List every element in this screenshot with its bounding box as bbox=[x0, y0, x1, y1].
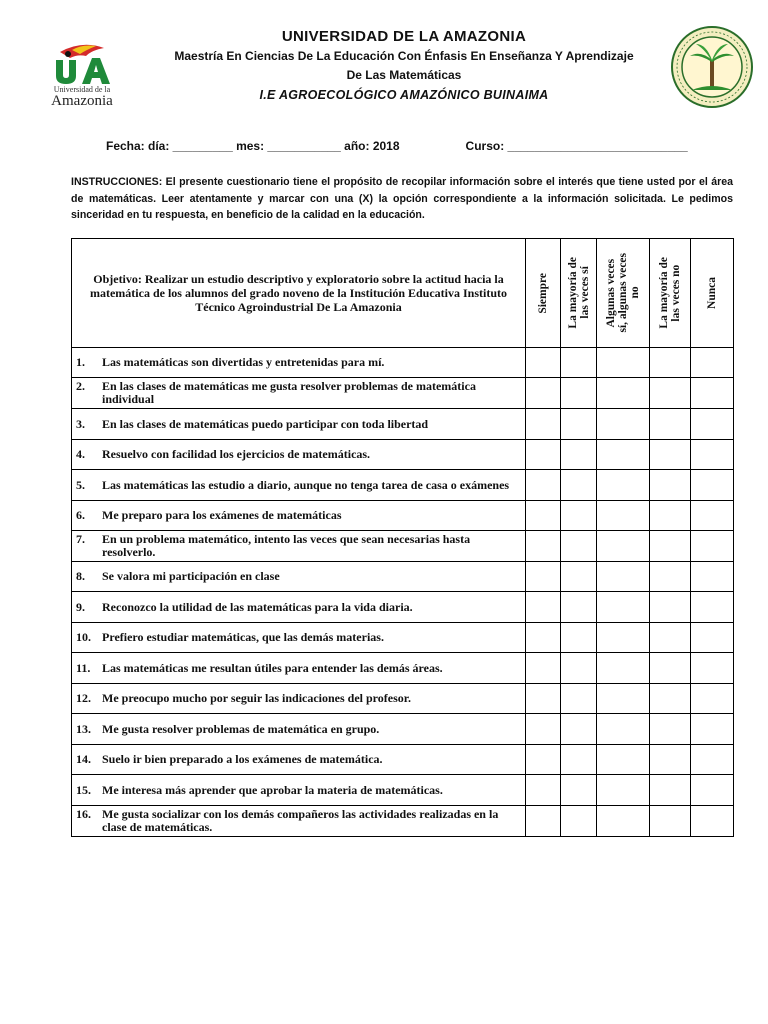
statement-cell bbox=[72, 501, 526, 531]
answer-cell[interactable] bbox=[691, 348, 734, 378]
statement-cell bbox=[72, 745, 526, 775]
answer-cell[interactable] bbox=[597, 653, 650, 684]
table-row bbox=[72, 775, 734, 806]
toucan-logo-icon bbox=[42, 38, 122, 86]
answer-cell[interactable] bbox=[650, 378, 691, 409]
item-text: En las clases de matemáticas puedo participar con toda libertad bbox=[102, 416, 429, 431]
answer-cell[interactable] bbox=[526, 531, 561, 562]
answer-cell[interactable] bbox=[650, 653, 691, 684]
option-label: La mayoría de bbox=[566, 257, 579, 329]
institution-seal-icon bbox=[670, 24, 754, 110]
answer-cell[interactable] bbox=[691, 440, 734, 470]
answer-cell[interactable] bbox=[561, 806, 597, 837]
answer-cell[interactable] bbox=[691, 409, 734, 440]
answer-cell[interactable] bbox=[561, 653, 597, 684]
answer-cell[interactable] bbox=[597, 623, 650, 653]
statement-cell bbox=[72, 592, 526, 623]
item-number: 13. bbox=[76, 721, 91, 736]
answer-cell[interactable] bbox=[561, 745, 597, 775]
answer-cell[interactable] bbox=[597, 440, 650, 470]
answer-cell[interactable] bbox=[561, 378, 597, 409]
answer-cell[interactable] bbox=[561, 714, 597, 745]
logo-caption-small: Universidad de la bbox=[53, 85, 111, 94]
answer-cell[interactable] bbox=[561, 684, 597, 714]
option-label: sí, algunas veces bbox=[617, 253, 629, 333]
answer-cell[interactable] bbox=[691, 653, 734, 684]
option-label: Algunas veces bbox=[605, 258, 617, 328]
answer-cell[interactable] bbox=[597, 745, 650, 775]
statement-cell bbox=[72, 775, 526, 806]
answer-cell[interactable] bbox=[650, 348, 691, 378]
item-text: Resuelvo con facilidad los ejercicios de matemáticas. bbox=[102, 447, 371, 461]
answer-cell[interactable] bbox=[526, 348, 561, 378]
answer-cell[interactable] bbox=[597, 409, 650, 440]
answer-cell[interactable] bbox=[650, 531, 691, 562]
answer-cell[interactable] bbox=[650, 806, 691, 837]
answer-cell[interactable] bbox=[526, 562, 561, 592]
answer-cell[interactable] bbox=[650, 592, 691, 623]
item-text: Las matemáticas las estudio a diario, aunque no tenga tarea de casa o exámenes bbox=[102, 477, 510, 492]
item-text: Las matemáticas son divertidas y entretenidas para mí. bbox=[102, 355, 385, 369]
answer-cell[interactable] bbox=[526, 378, 561, 409]
answer-cell[interactable] bbox=[597, 501, 650, 531]
item-number: 5. bbox=[76, 477, 85, 492]
answer-cell[interactable] bbox=[597, 378, 650, 409]
answer-cell[interactable] bbox=[691, 470, 734, 501]
answer-cell[interactable] bbox=[650, 714, 691, 745]
statement-cell bbox=[72, 623, 526, 653]
instructions-label: INSTRUCCIONES: bbox=[71, 176, 163, 188]
option-header bbox=[526, 239, 561, 348]
school-name: I.E AGROECOLÓGICO AMAZÓNICO BUINAIMA bbox=[259, 88, 549, 102]
item-number: 16. bbox=[76, 807, 91, 821]
statement-cell bbox=[72, 470, 526, 501]
statement-cell bbox=[72, 684, 526, 714]
answer-cell[interactable] bbox=[691, 592, 734, 623]
item-number: 9. bbox=[76, 599, 85, 614]
item-text: En las clases de matemáticas me gusta resolver problemas de matemática individual bbox=[102, 379, 476, 406]
program-line-1: Maestría En Ciencias De La Educación Con Énfasis En Enseñanza Y Aprendizaje bbox=[174, 49, 634, 63]
answer-cell[interactable] bbox=[561, 531, 597, 562]
statement-cell bbox=[72, 806, 526, 837]
answer-cell[interactable] bbox=[597, 348, 650, 378]
item-number: 12. bbox=[76, 691, 91, 705]
answer-cell[interactable] bbox=[691, 775, 734, 806]
answer-cell[interactable] bbox=[691, 623, 734, 653]
answer-cell[interactable] bbox=[691, 684, 734, 714]
logo-caption-big: Amazonia bbox=[51, 93, 113, 109]
answer-cell[interactable] bbox=[561, 501, 597, 531]
option-header bbox=[597, 239, 650, 348]
answer-cell[interactable] bbox=[650, 440, 691, 470]
option-header bbox=[561, 239, 597, 348]
item-text: Me gusta socializar con los demás compañeros las actividades realizadas en la clase de matemáticas. bbox=[102, 807, 499, 834]
table-row bbox=[72, 409, 734, 440]
item-text: En un problema matemático, intento las veces que sean necesarias hasta resolverlo. bbox=[102, 532, 471, 559]
item-number: 2. bbox=[76, 379, 85, 393]
statement-cell bbox=[72, 348, 526, 378]
answer-cell[interactable] bbox=[650, 745, 691, 775]
table-row bbox=[72, 745, 734, 775]
answer-cell[interactable] bbox=[650, 623, 691, 653]
item-text: Me preocupo mucho por seguir las indicaciones del profesor. bbox=[102, 691, 412, 705]
option-label: no bbox=[629, 286, 641, 300]
table-row bbox=[72, 440, 734, 470]
item-number: 7. bbox=[76, 532, 85, 546]
date-field[interactable]: Fecha: día: _________ mes: ___________ año: 2018 bbox=[106, 139, 400, 153]
answer-cell[interactable] bbox=[597, 714, 650, 745]
item-text: Me gusta resolver problemas de matemática en grupo. bbox=[102, 721, 380, 736]
item-number: 1. bbox=[76, 355, 85, 369]
answer-cell[interactable] bbox=[691, 378, 734, 409]
instructions bbox=[71, 174, 733, 224]
table-row bbox=[72, 562, 734, 592]
answer-cell[interactable] bbox=[691, 501, 734, 531]
answer-cell[interactable] bbox=[597, 470, 650, 501]
answer-cell[interactable] bbox=[526, 775, 561, 806]
answer-cell[interactable] bbox=[526, 440, 561, 470]
item-number: 15. bbox=[76, 782, 91, 797]
answer-cell[interactable] bbox=[597, 562, 650, 592]
answer-cell[interactable] bbox=[691, 531, 734, 562]
item-number: 14. bbox=[76, 752, 91, 766]
statement-cell bbox=[72, 409, 526, 440]
table-row bbox=[72, 501, 734, 531]
university-logo bbox=[42, 38, 122, 110]
item-number: 3. bbox=[76, 416, 85, 431]
answer-cell[interactable] bbox=[561, 592, 597, 623]
option-label: las veces sí bbox=[578, 266, 591, 320]
statement-cell bbox=[72, 531, 526, 562]
table-row bbox=[72, 623, 734, 653]
item-text: Prefiero estudiar matemáticas, que las demás materias. bbox=[102, 630, 384, 644]
instructions-text: El presente cuestionario tiene el propósito de recopilar información sobre el interés que tiene usted por el área de matemáticas. Leer atentamente y marcar con una (X) la opción correspondiente a la información solicitada. Le pedimos sinceridad en tu respuesta, en beneficio de la calidad en la educación. bbox=[71, 176, 733, 222]
document-header bbox=[140, 27, 668, 105]
answer-cell[interactable] bbox=[561, 409, 597, 440]
statement-cell bbox=[72, 714, 526, 745]
answer-cell[interactable] bbox=[650, 409, 691, 440]
answer-cell[interactable] bbox=[526, 501, 561, 531]
answer-cell[interactable] bbox=[597, 806, 650, 837]
answer-cell[interactable] bbox=[526, 806, 561, 837]
item-text: Las matemáticas me resultan útiles para entender las demás áreas. bbox=[102, 660, 443, 675]
answer-cell[interactable] bbox=[650, 501, 691, 531]
answer-cell[interactable] bbox=[561, 440, 597, 470]
answer-cell[interactable] bbox=[526, 470, 561, 501]
statement-cell bbox=[72, 562, 526, 592]
statement-cell bbox=[72, 653, 526, 684]
answer-cell[interactable] bbox=[526, 653, 561, 684]
program-line-2: De Las Matemáticas bbox=[346, 68, 462, 82]
answer-cell[interactable] bbox=[650, 562, 691, 592]
answer-cell[interactable] bbox=[526, 592, 561, 623]
statement-cell bbox=[72, 440, 526, 470]
table-row bbox=[72, 806, 734, 837]
table-row bbox=[72, 714, 734, 745]
objective-cell: Objetivo: Realizar un estudio descriptivo y exploratorio sobre la actitud hacia la matemática de los alumnos del grado noveno de la Institución Educativa Instituto Técnico Agroindustrial De La Amazonia bbox=[72, 239, 526, 348]
answer-cell[interactable] bbox=[597, 531, 650, 562]
table-row bbox=[72, 348, 734, 378]
answer-cell[interactable] bbox=[691, 714, 734, 745]
item-text: Me interesa más aprender que aprobar la materia de matemáticas. bbox=[102, 782, 443, 797]
statement-cell bbox=[72, 378, 526, 409]
item-text: Se valora mi participación en clase bbox=[102, 569, 280, 583]
item-text: Suelo ir bien preparado a los exámenes de matemática. bbox=[102, 752, 383, 766]
answer-cell[interactable] bbox=[561, 775, 597, 806]
item-text: Me preparo para los exámenes de matemáticas bbox=[102, 508, 342, 522]
answer-cell[interactable] bbox=[561, 348, 597, 378]
answer-cell[interactable] bbox=[650, 775, 691, 806]
item-number: 11. bbox=[76, 660, 91, 675]
date-course-line bbox=[106, 139, 706, 153]
answer-cell[interactable] bbox=[561, 562, 597, 592]
item-number: 6. bbox=[76, 508, 85, 522]
option-label: Nunca bbox=[706, 277, 718, 309]
answer-cell[interactable] bbox=[691, 806, 734, 837]
course-field[interactable]: Curso: ___________________________ bbox=[465, 139, 688, 153]
answer-cell[interactable] bbox=[597, 592, 650, 623]
table-row bbox=[72, 531, 734, 562]
answer-cell[interactable] bbox=[561, 623, 597, 653]
table-row bbox=[72, 653, 734, 684]
item-number: 8. bbox=[76, 569, 85, 583]
university-title: UNIVERSIDAD DE LA AMAZONIA bbox=[281, 28, 527, 45]
answer-cell[interactable] bbox=[526, 409, 561, 440]
answer-cell[interactable] bbox=[691, 562, 734, 592]
table-row bbox=[72, 470, 734, 501]
answer-cell[interactable] bbox=[526, 745, 561, 775]
option-label: las veces no bbox=[670, 264, 682, 322]
answer-cell[interactable] bbox=[526, 714, 561, 745]
answer-cell[interactable] bbox=[597, 684, 650, 714]
option-header bbox=[691, 239, 734, 348]
item-text: Reconozco la utilidad de las matemáticas para la vida diaria. bbox=[102, 599, 413, 614]
table-row bbox=[72, 684, 734, 714]
table-row bbox=[72, 378, 734, 409]
option-header bbox=[650, 239, 691, 348]
answer-cell[interactable] bbox=[561, 470, 597, 501]
questionnaire-table bbox=[71, 238, 734, 837]
answer-cell[interactable] bbox=[691, 745, 734, 775]
item-number: 4. bbox=[76, 447, 85, 461]
answer-cell[interactable] bbox=[597, 775, 650, 806]
answer-cell[interactable] bbox=[526, 623, 561, 653]
answer-cell[interactable] bbox=[526, 684, 561, 714]
item-number: 10. bbox=[76, 630, 91, 644]
answer-cell[interactable] bbox=[650, 470, 691, 501]
table-row bbox=[72, 592, 734, 623]
answer-cell[interactable] bbox=[650, 684, 691, 714]
table-header-row bbox=[72, 239, 734, 348]
option-label: Siempre bbox=[537, 272, 549, 314]
option-label: La mayoría de bbox=[658, 257, 670, 329]
